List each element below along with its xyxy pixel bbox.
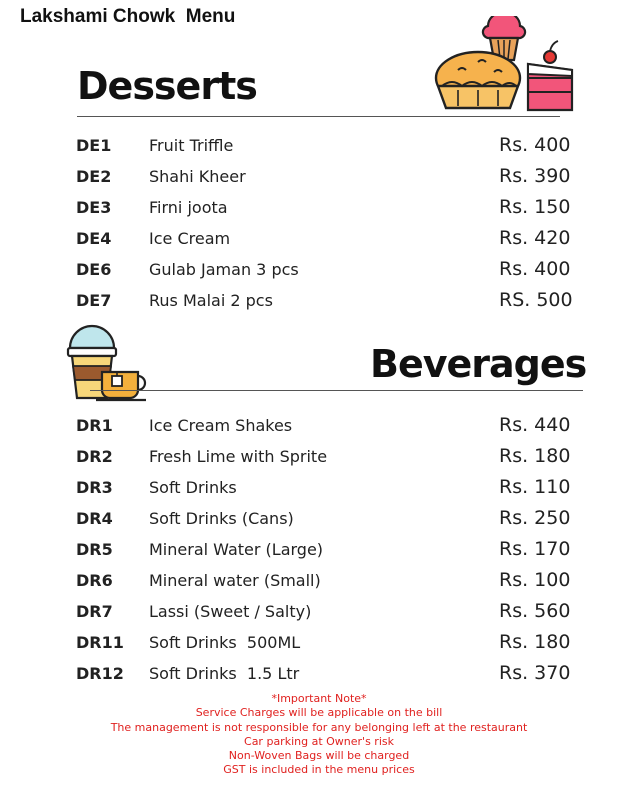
item-price: Rs. 180 [499,631,571,653]
item-name: Lassi (Sweet / Salty) [149,602,312,621]
menu-item [0,476,638,500]
item-code: DE1 [76,136,112,155]
item-name: Ice Cream [149,229,231,248]
item-code: DR4 [76,509,113,528]
item-code: DR5 [76,540,113,559]
item-code: DE2 [76,167,112,186]
item-price: Rs. 400 [499,258,571,280]
item-price: Rs. 180 [499,445,571,467]
item-price: Rs. 250 [499,507,571,529]
item-name: Soft Drinks [149,478,237,497]
note-line: Non-Woven Bags will be charged [228,749,410,763]
item-code: DR2 [76,447,113,466]
menu-item [0,227,638,251]
menu-item [0,600,638,624]
item-name: Rus Malai 2 pcs [149,291,273,310]
item-price: Rs. 400 [499,134,571,156]
item-price: Rs. 560 [499,600,571,622]
note-line: Car parking at Owner's risk [244,734,394,748]
item-code: DR12 [76,664,124,683]
item-code: DE7 [76,291,112,310]
item-code: DR11 [76,633,124,652]
item-code: DE4 [76,229,112,248]
section-title-beverages: Beverages [370,342,587,386]
item-code: DE6 [76,260,112,279]
important-notes [0,692,638,778]
menu-item [0,662,638,686]
item-price: Rs. 100 [499,569,571,591]
menu-item [0,631,638,655]
note-line: GST is included in the menu prices [223,763,415,777]
item-code: DR1 [76,416,113,435]
menu-item [0,414,638,438]
notes-heading: *Important Note* [271,692,367,705]
item-code: DR3 [76,478,113,497]
item-price: Rs. 390 [499,165,571,187]
item-name: Ice Cream Shakes [149,416,293,435]
dessert-illustration-icon [432,16,576,122]
item-name: Firni joota [149,198,228,217]
item-code: DR7 [76,602,113,621]
item-name: Soft Drinks 1.5 Ltr [149,664,300,683]
item-code: DR6 [76,571,113,590]
item-name: Shahi Kheer [149,167,246,186]
menu-item [0,569,638,593]
note-line: Service Charges will be applicable on the bill [195,706,443,720]
item-name: Gulab Jaman 3 pcs [149,260,299,279]
item-price: Rs. 370 [499,662,571,684]
drinks-illustration-icon [62,320,154,404]
item-name: Soft Drinks (Cans) [149,509,294,528]
item-name: Soft Drinks 500ML [149,633,301,652]
restaurant-name: Lakshami Chowk Menu [20,6,236,27]
item-name: Fruit Triffle [149,136,234,155]
section-title-desserts: Desserts [77,64,257,108]
beverages-divider [90,390,583,391]
menu-item [0,258,638,282]
item-price: Rs. 420 [499,227,571,249]
menu-item [0,289,638,313]
item-price: Rs. 440 [499,414,571,436]
item-name: Mineral Water (Large) [149,540,324,559]
item-name: Fresh Lime with Sprite [149,447,328,466]
note-line: The management is not responsible for any belonging left at the restaurant [110,720,528,734]
menu-item [0,445,638,469]
menu-item [0,134,638,158]
menu-item [0,165,638,189]
item-price: RS. 500 [499,289,573,311]
menu-item [0,507,638,531]
desserts-divider [77,116,560,117]
item-price: Rs. 150 [499,196,571,218]
item-price: Rs. 170 [499,538,571,560]
menu-item [0,196,638,220]
item-code: DE3 [76,198,112,217]
item-price: Rs. 110 [499,476,571,498]
item-name: Mineral water (Small) [149,571,321,590]
menu-item [0,538,638,562]
